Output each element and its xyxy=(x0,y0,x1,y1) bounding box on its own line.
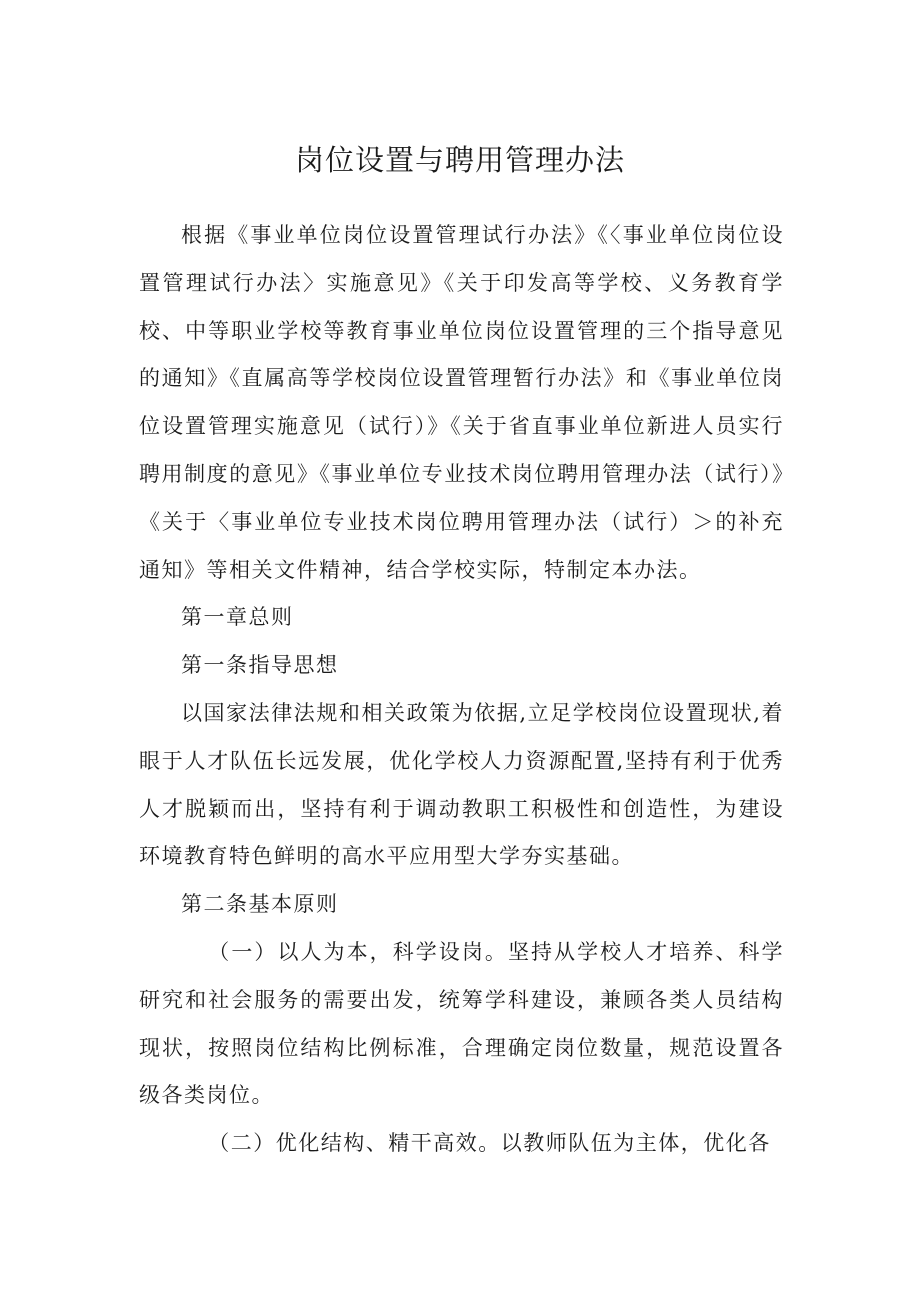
clause-paragraph: （一）以人为本，科学设岗。坚持从学校人才培养、科学研究和社会服务的需要出发，统筹学科建设，兼顾各类人员结构现状，按照岗位结构比例标准，合理确定岗位数量，规范设置各级各类岗位。 xyxy=(139,939,784,1108)
article-paragraph: 以国家法律法规和相关政策为依据,立足学校岗位设置现状,着眼于人才队伍长远发展，优化学校人力资源配置,坚持有利于优秀人才脱颖而出，坚持有利于调动教职工积极性和创造性，为建设环境教育特色鲜明的高水平应用型大学夯实基础。 xyxy=(139,700,784,869)
article-heading: 第一条指导思想 xyxy=(181,653,339,678)
document-body xyxy=(139,212,784,1168)
chapter-heading: 第一章总则 xyxy=(181,605,294,630)
intro-paragraph: 根据《事业单位岗位设置管理试行办法》《〈事业单位岗位设置管理试行办法〉实施意见》《关于印发高等学校、义务教育学校、中等职业学校等教育事业单位岗位设置管理的三个指导意见的通知》《直属高等学校岗位设置管理暂行办法》和《事业单位岗位设置管理实施意见（试行）》《关于省直事业单位新进人员实行聘用制度的意见》《事业单位专业技术岗位聘用管理办法（试行）》《关于〈事业单位专业技术岗位聘用管理办法（试行）＞的补充通知》等相关文件精神，结合学校实际，特制定本办法。 xyxy=(139,223,784,582)
document-title: 岗位设置与聘用管理办法 xyxy=(294,143,625,177)
article-heading: 第二条基本原则 xyxy=(181,892,339,917)
clause-paragraph: （二）优化结构、精干高效。以教师队伍为主体，优化各 xyxy=(208,1131,771,1156)
